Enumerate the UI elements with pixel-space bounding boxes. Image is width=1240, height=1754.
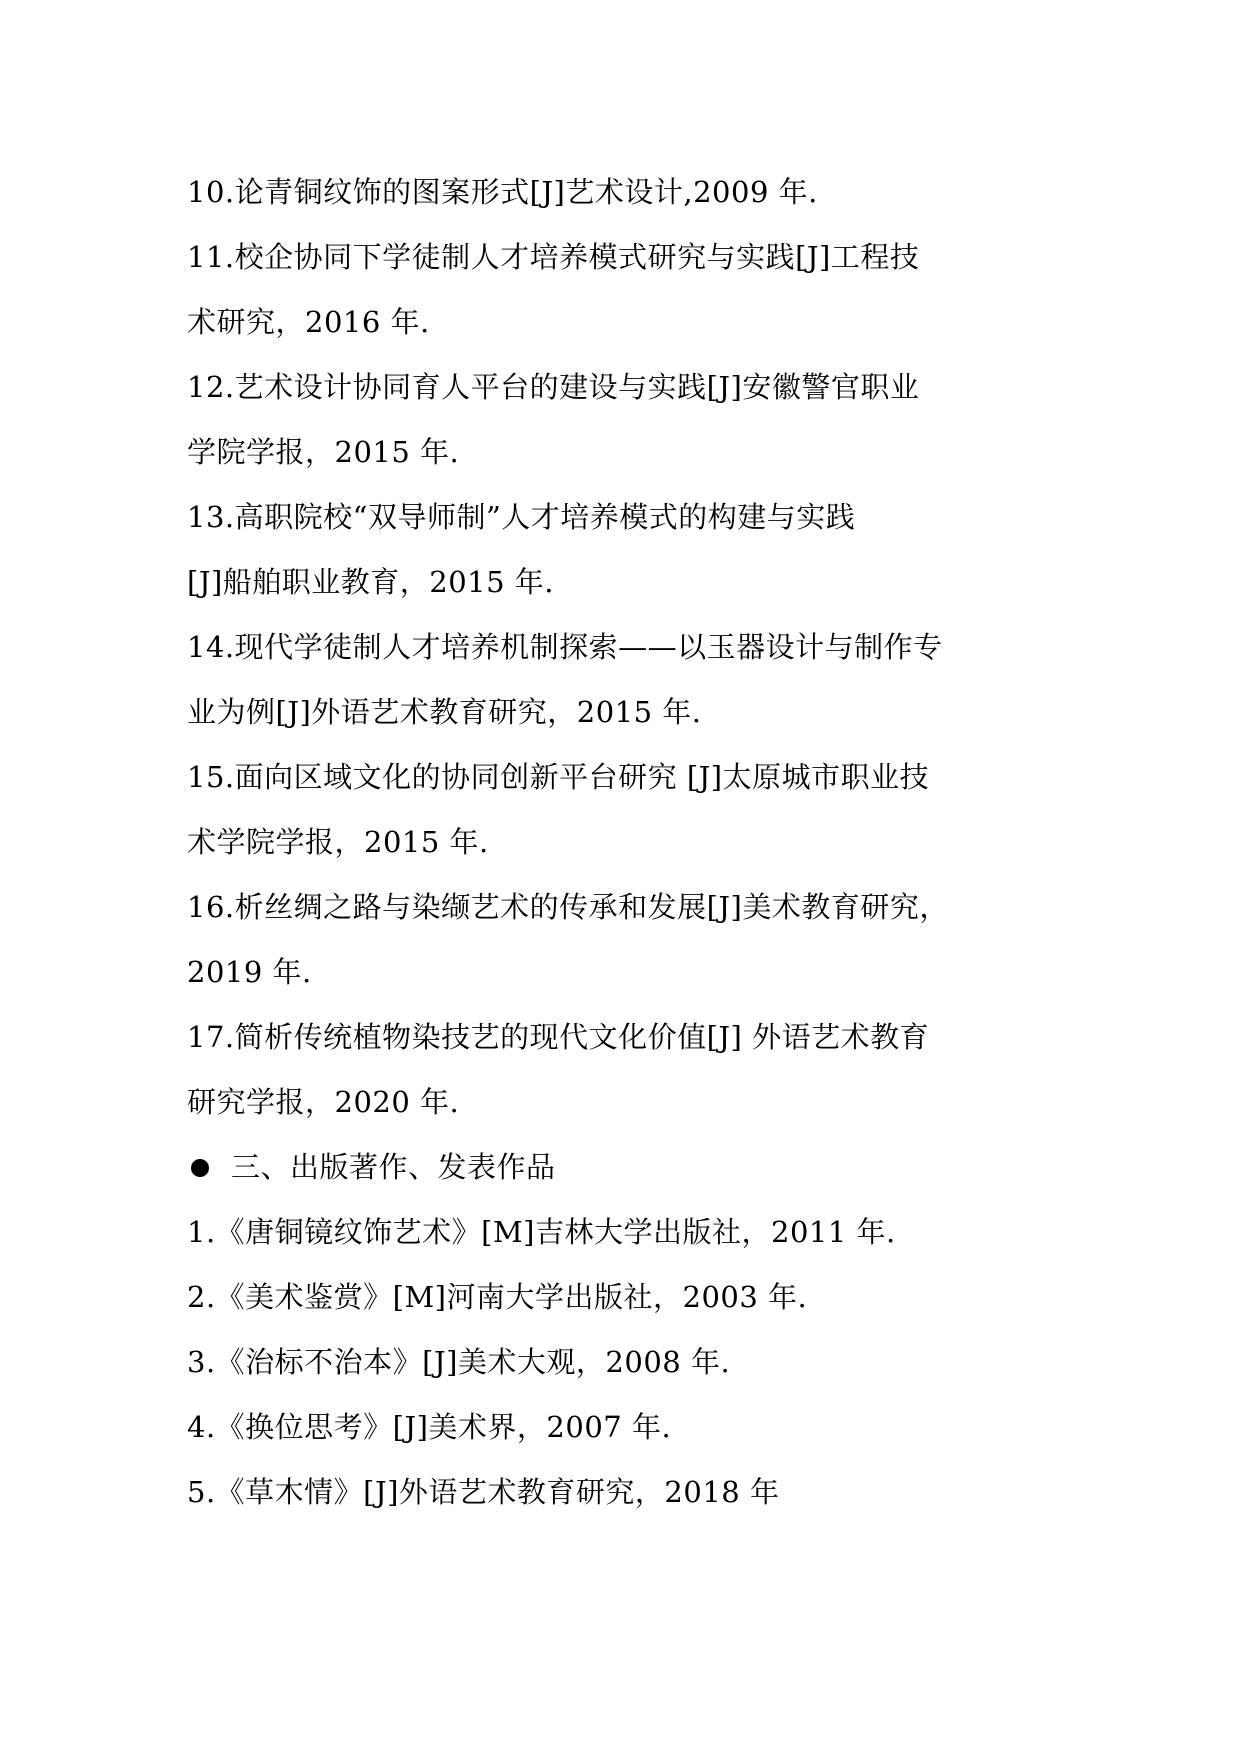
work-line: 1.《唐铜镜纹饰艺术》[M]吉林大学出版社，2011 年. [187, 1215, 896, 1249]
bullet-icon [191, 1159, 209, 1177]
reference-line: 学院学报，2015 年. [187, 435, 460, 469]
reference-line: [J]船舶职业教育，2015 年. [187, 565, 554, 599]
work-line: 5.《草木情》[J]外语艺术教育研究，2018 年 [187, 1475, 780, 1509]
document-content [187, 160, 1047, 1525]
work-line: 2.《美术鉴赏》[M]河南大学出版社，2003 年. [187, 1280, 808, 1314]
section-heading [187, 1135, 1047, 1200]
work-line: 3.《治标不治本》[J]美术大观，2008 年. [187, 1345, 731, 1379]
reference-line: 研究学报，2020 年. [187, 1085, 460, 1119]
reference-line: 15.面向区域文化的协同创新平台研究 [J]太原城市职业技 [187, 760, 930, 794]
work-line: 4.《换位思考》[J]美术界，2007 年. [187, 1410, 672, 1444]
reference-line: 16.析丝绸之路与染缬艺术的传承和发展[J]美术教育研究， [187, 890, 949, 924]
reference-line: 业为例[J]外语艺术教育研究，2015 年. [187, 695, 702, 729]
section-heading-text: 三、出版著作、发表作品 [231, 1150, 556, 1184]
reference-line: 11.校企协同下学徒制人才培养模式研究与实践[J]工程技 [187, 240, 920, 274]
reference-line: 14.现代学徒制人才培养机制探索——以玉器设计与制作专 [187, 630, 943, 664]
reference-line: 17.简析传统植物染技艺的现代文化价值[J] 外语艺术教育 [187, 1020, 930, 1054]
reference-line: 2019 年. [187, 955, 312, 989]
reference-line: 13.高职院校“双导师制”人才培养模式的构建与实践 [187, 500, 856, 534]
reference-line: 术研究，2016 年. [187, 305, 430, 339]
reference-line: 术学院学报，2015 年. [187, 825, 489, 859]
reference-line: 10.论青铜纹饰的图案形式[J]艺术设计,2009 年. [187, 175, 818, 209]
reference-line: 12.艺术设计协同育人平台的建设与实践[J]安徽警官职业 [187, 370, 920, 404]
